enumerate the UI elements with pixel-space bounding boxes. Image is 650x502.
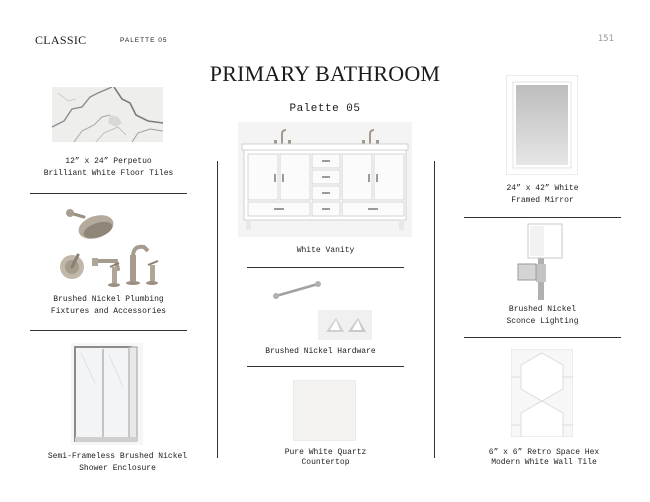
white-vanity-image	[238, 122, 412, 237]
plumbing-caption-line1: Brushed Nickel Plumbing	[53, 295, 164, 304]
plumbing-caption-line2: Fixtures and Accessories	[50, 307, 167, 316]
floor-tile-caption-line2: Brilliant White Floor Tiles	[43, 169, 174, 178]
framed-mirror-image	[506, 75, 578, 175]
vanity-caption	[247, 245, 404, 257]
palette-label: PALETTE 05	[120, 37, 168, 44]
sconce-caption-line2: Sconce Lighting	[506, 317, 579, 326]
shower-caption	[30, 451, 205, 475]
divider-vertical-right	[434, 161, 435, 458]
palette-subtitle: Palette 05	[289, 103, 361, 115]
hardware-caption	[247, 346, 394, 358]
countertop-caption	[247, 448, 404, 468]
marble-floor-tile-image	[52, 87, 163, 142]
mirror-caption-line1: 24” x 42” White	[506, 184, 579, 193]
sconce-light-image	[514, 222, 566, 302]
quartz-countertop-swatch	[293, 380, 356, 441]
floor-tile-caption-line1: 12” x 24” Perpetuo	[65, 157, 152, 166]
divider-left-1	[30, 193, 187, 194]
page-title: PRIMARY BATHROOM	[209, 61, 441, 86]
divider-right-2	[464, 337, 621, 338]
countertop-caption-line1: Pure White Quartz	[284, 448, 367, 457]
sconce-caption-line1: Brushed Nickel	[508, 305, 577, 314]
shower-enclosure-image	[71, 343, 143, 445]
divider-right-1	[464, 217, 621, 218]
hex-wall-tile-image	[511, 349, 573, 437]
floor-tile-caption	[30, 156, 187, 180]
divider-vertical-left	[217, 161, 218, 458]
wall-tile-caption-line1: 6” x 6” Retro Space Hex	[488, 448, 600, 457]
wall-tile-caption	[464, 448, 624, 468]
divider-center-1	[247, 267, 404, 268]
sconce-caption	[464, 304, 621, 328]
wall-tile-caption-line2: Modern White Wall Tile	[491, 458, 597, 467]
divider-left-2	[30, 330, 187, 331]
shower-caption-line1: Semi-Frameless Brushed Nickel	[47, 452, 188, 461]
brushed-nickel-hardware-image	[268, 276, 380, 342]
page-number: 151	[597, 34, 614, 44]
plumbing-caption	[30, 294, 187, 318]
countertop-caption-line2: Countertop	[301, 458, 350, 467]
vanity-caption-line1: White Vanity	[296, 246, 355, 255]
mirror-caption	[464, 183, 621, 207]
brand-label: CLASSIC	[35, 33, 87, 47]
divider-center-2	[247, 366, 404, 367]
mirror-caption-line2: Framed Mirror	[511, 196, 574, 205]
plumbing-fixtures-image	[58, 203, 170, 289]
shower-caption-line2: Shower Enclosure	[79, 464, 156, 473]
hardware-caption-line1: Brushed Nickel Hardware	[265, 347, 376, 356]
